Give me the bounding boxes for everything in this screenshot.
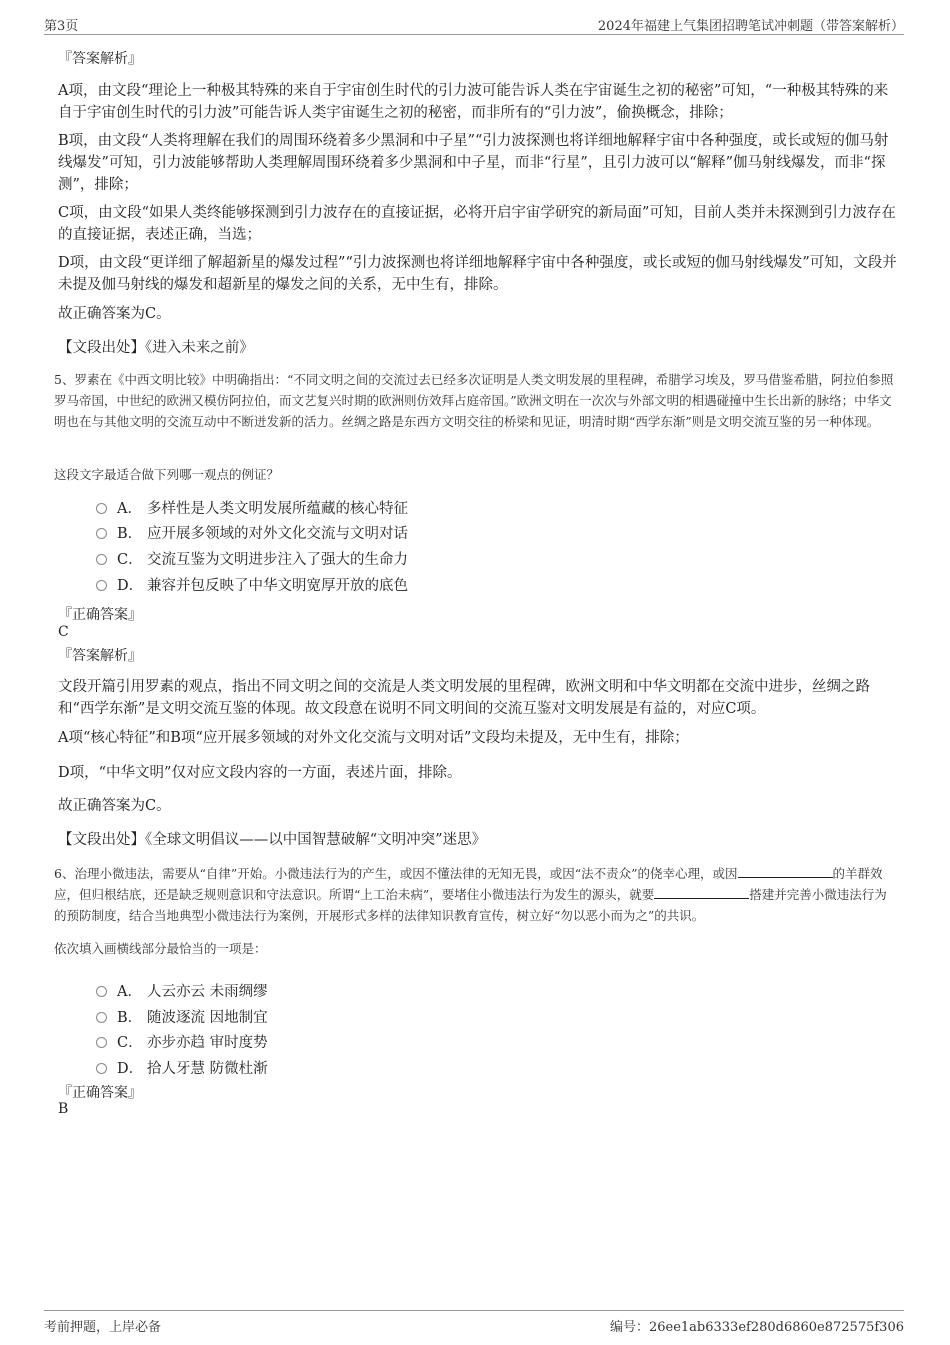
correct-answer-label: 『正确答案』 (58, 1085, 142, 1101)
answer-analysis-label: 『答案解析』 (58, 648, 142, 664)
correct-answer-value: B (58, 1101, 69, 1117)
q5-option-d[interactable]: D． 兼容并包反映了中华文明宽厚开放的底色 (96, 575, 950, 597)
question-6-prompt: 依次填入画横线部分最恰当的一项是： (54, 941, 267, 956)
analysis-option-d: D项，“中华文明”仅对应文段内容的一方面，表述片面，排除。 (58, 765, 462, 781)
q5-option-b[interactable]: B． 应开展多领域的对外文化交流与文明对话 (96, 523, 950, 545)
radio-icon[interactable] (96, 1037, 107, 1048)
analysis-option-b: B项，由文段“人类将理解在我们的周围环绕着多少黑洞和中子星”“引力波探测也将详细地解释宇宙中各种强度，或长或短的伽马射线爆发”可知，引力波能够帮助人类理解周围环绕着多少黑洞和中子星，而非“行星”，且引力波可以“解释”伽马射线爆发，而非“探测”，排除； (58, 133, 889, 193)
document-title: 2024年福建上气集团招聘笔试冲刺题（带答案解析） (597, 19, 904, 34)
question-5-stem: 5、罗素在《中西文明比较》中明确指出：“不同文明之间的交流过去已经多次证明是人类文明发展的里程碑，希腊学习埃及，罗马借鉴希腊，阿拉伯参照罗马帝国，中世纪的欧洲又模仿阿拉伯，而文艺复兴时期的欧洲则仿效拜占庭帝国。”欧洲文明在一次次与外部文明的相遇碰撞中生长出新的脉络；中华文明也在与其他文明的交流互动中不断迸发新的活力。丝绸之路是东西方文明交往的桥梁和见证，明清时期“西学东渐”则是文明交流互鉴的另一种体现。 (54, 372, 894, 429)
analysis-options-ab: A项“核心特征”和B项“应开展多领域的对外文化交流与文明对话”文段均未提及，无中生有，排除； (58, 730, 689, 746)
analysis-conclusion: 故正确答案为C。 (58, 798, 171, 814)
analysis-option-d: D项，由文段“更详细了解超新星的爆发过程”“引力波探测也将详细地解释宇宙中各种强度，或长或短的伽马射线爆发”可知，文段并未提及伽马射线的爆发和超新星的爆发之间的关系，无中生有，排除。 (58, 255, 897, 293)
passage-source: 【文段出处】《进入未来之前》 (58, 340, 254, 356)
analysis-main: 文段开篇引用罗素的观点，指出不同文明之间的交流是人类文明发展的里程碑，欧洲文明和中华文明都在交流中进步，丝绸之路和“西学东渐”是文明交流互鉴的体现。故文段意在说明不同文明间的交流互鉴对文明发展是有益的，对应C项。 (58, 679, 870, 717)
footer-slogan: 考前押题，上岸必备 (44, 1320, 162, 1335)
radio-icon[interactable] (96, 580, 107, 591)
analysis-option-a: A项，由文段“理论上一种极其特殊的来自于宇宙创生时代的引力波可能告诉人类在宇宙诞生之初的秘密”可知，“一种极其特殊的来自于宇宙创生时代的引力波”可能告诉人类宇宙诞生之初的秘密，而非所有的“引力波”，偷换概念，排除； (58, 83, 889, 121)
q6-option-d[interactable]: D． 拾人牙慧 防微杜渐 (96, 1058, 950, 1080)
radio-icon[interactable] (96, 1012, 107, 1023)
fill-blank-1[interactable] (738, 865, 833, 878)
document-id: 编号：26ee1ab6333ef280d6860e872575f306 (609, 1320, 904, 1335)
q5-option-a[interactable]: A． 多样性是人类文明发展所蕴藏的核心特征 (96, 498, 950, 520)
correct-answer-value: C (58, 624, 69, 640)
analysis-conclusion: 故正确答案为C。 (58, 306, 171, 322)
radio-icon[interactable] (96, 503, 107, 514)
q5-option-c[interactable]: C． 交流互鉴为文明进步注入了强大的生命力 (96, 549, 950, 571)
radio-icon[interactable] (96, 528, 107, 539)
radio-icon[interactable] (96, 986, 107, 997)
question-6-stem: 6、治理小微违法，需要从“自律”开始。小微违法行为的产生，或因不懂法律的无知无畏，或因“法不责众”的侥幸心理，或因 的羊群效应，但归根结底，还是缺乏规则意识和守法意识。所谓“上工治未病”，要堵住小微违法行为发生的源头，就要 搭建并完善小微违法行为的预防制度，结合当地典型小微违法行为案例，开展形式多样的法律知识教育宣传，树立好“勿以恶小而为之”的共识。 (54, 866, 887, 923)
q6-option-b[interactable]: B． 随波逐流 因地制宜 (96, 1007, 950, 1029)
q6-option-a[interactable]: A． 人云亦云 未雨绸缪 (96, 981, 950, 1003)
radio-icon[interactable] (96, 1063, 107, 1074)
page-header (44, 12, 904, 35)
page-footer (44, 1310, 904, 1333)
analysis-option-c: C项，由文段“如果人类终能够探测到引力波存在的直接证据，必将开启宇宙学研究的新局面”可知，目前人类并未探测到引力波存在的直接证据，表述正确，当选； (58, 205, 896, 243)
correct-answer-label: 『正确答案』 (58, 607, 142, 623)
fill-blank-2[interactable] (654, 886, 749, 899)
radio-icon[interactable] (96, 554, 107, 565)
page-number: 第3页 (44, 19, 79, 34)
passage-source: 【文段出处】《全球文明倡议——以中国智慧破解“文明冲突”迷思》 (58, 832, 487, 848)
q6-option-c[interactable]: C． 亦步亦趋 审时度势 (96, 1032, 950, 1054)
answer-analysis-label: 『答案解析』 (58, 51, 142, 67)
question-5-prompt: 这段文字最适合做下列哪一观点的例证？ (54, 467, 280, 482)
